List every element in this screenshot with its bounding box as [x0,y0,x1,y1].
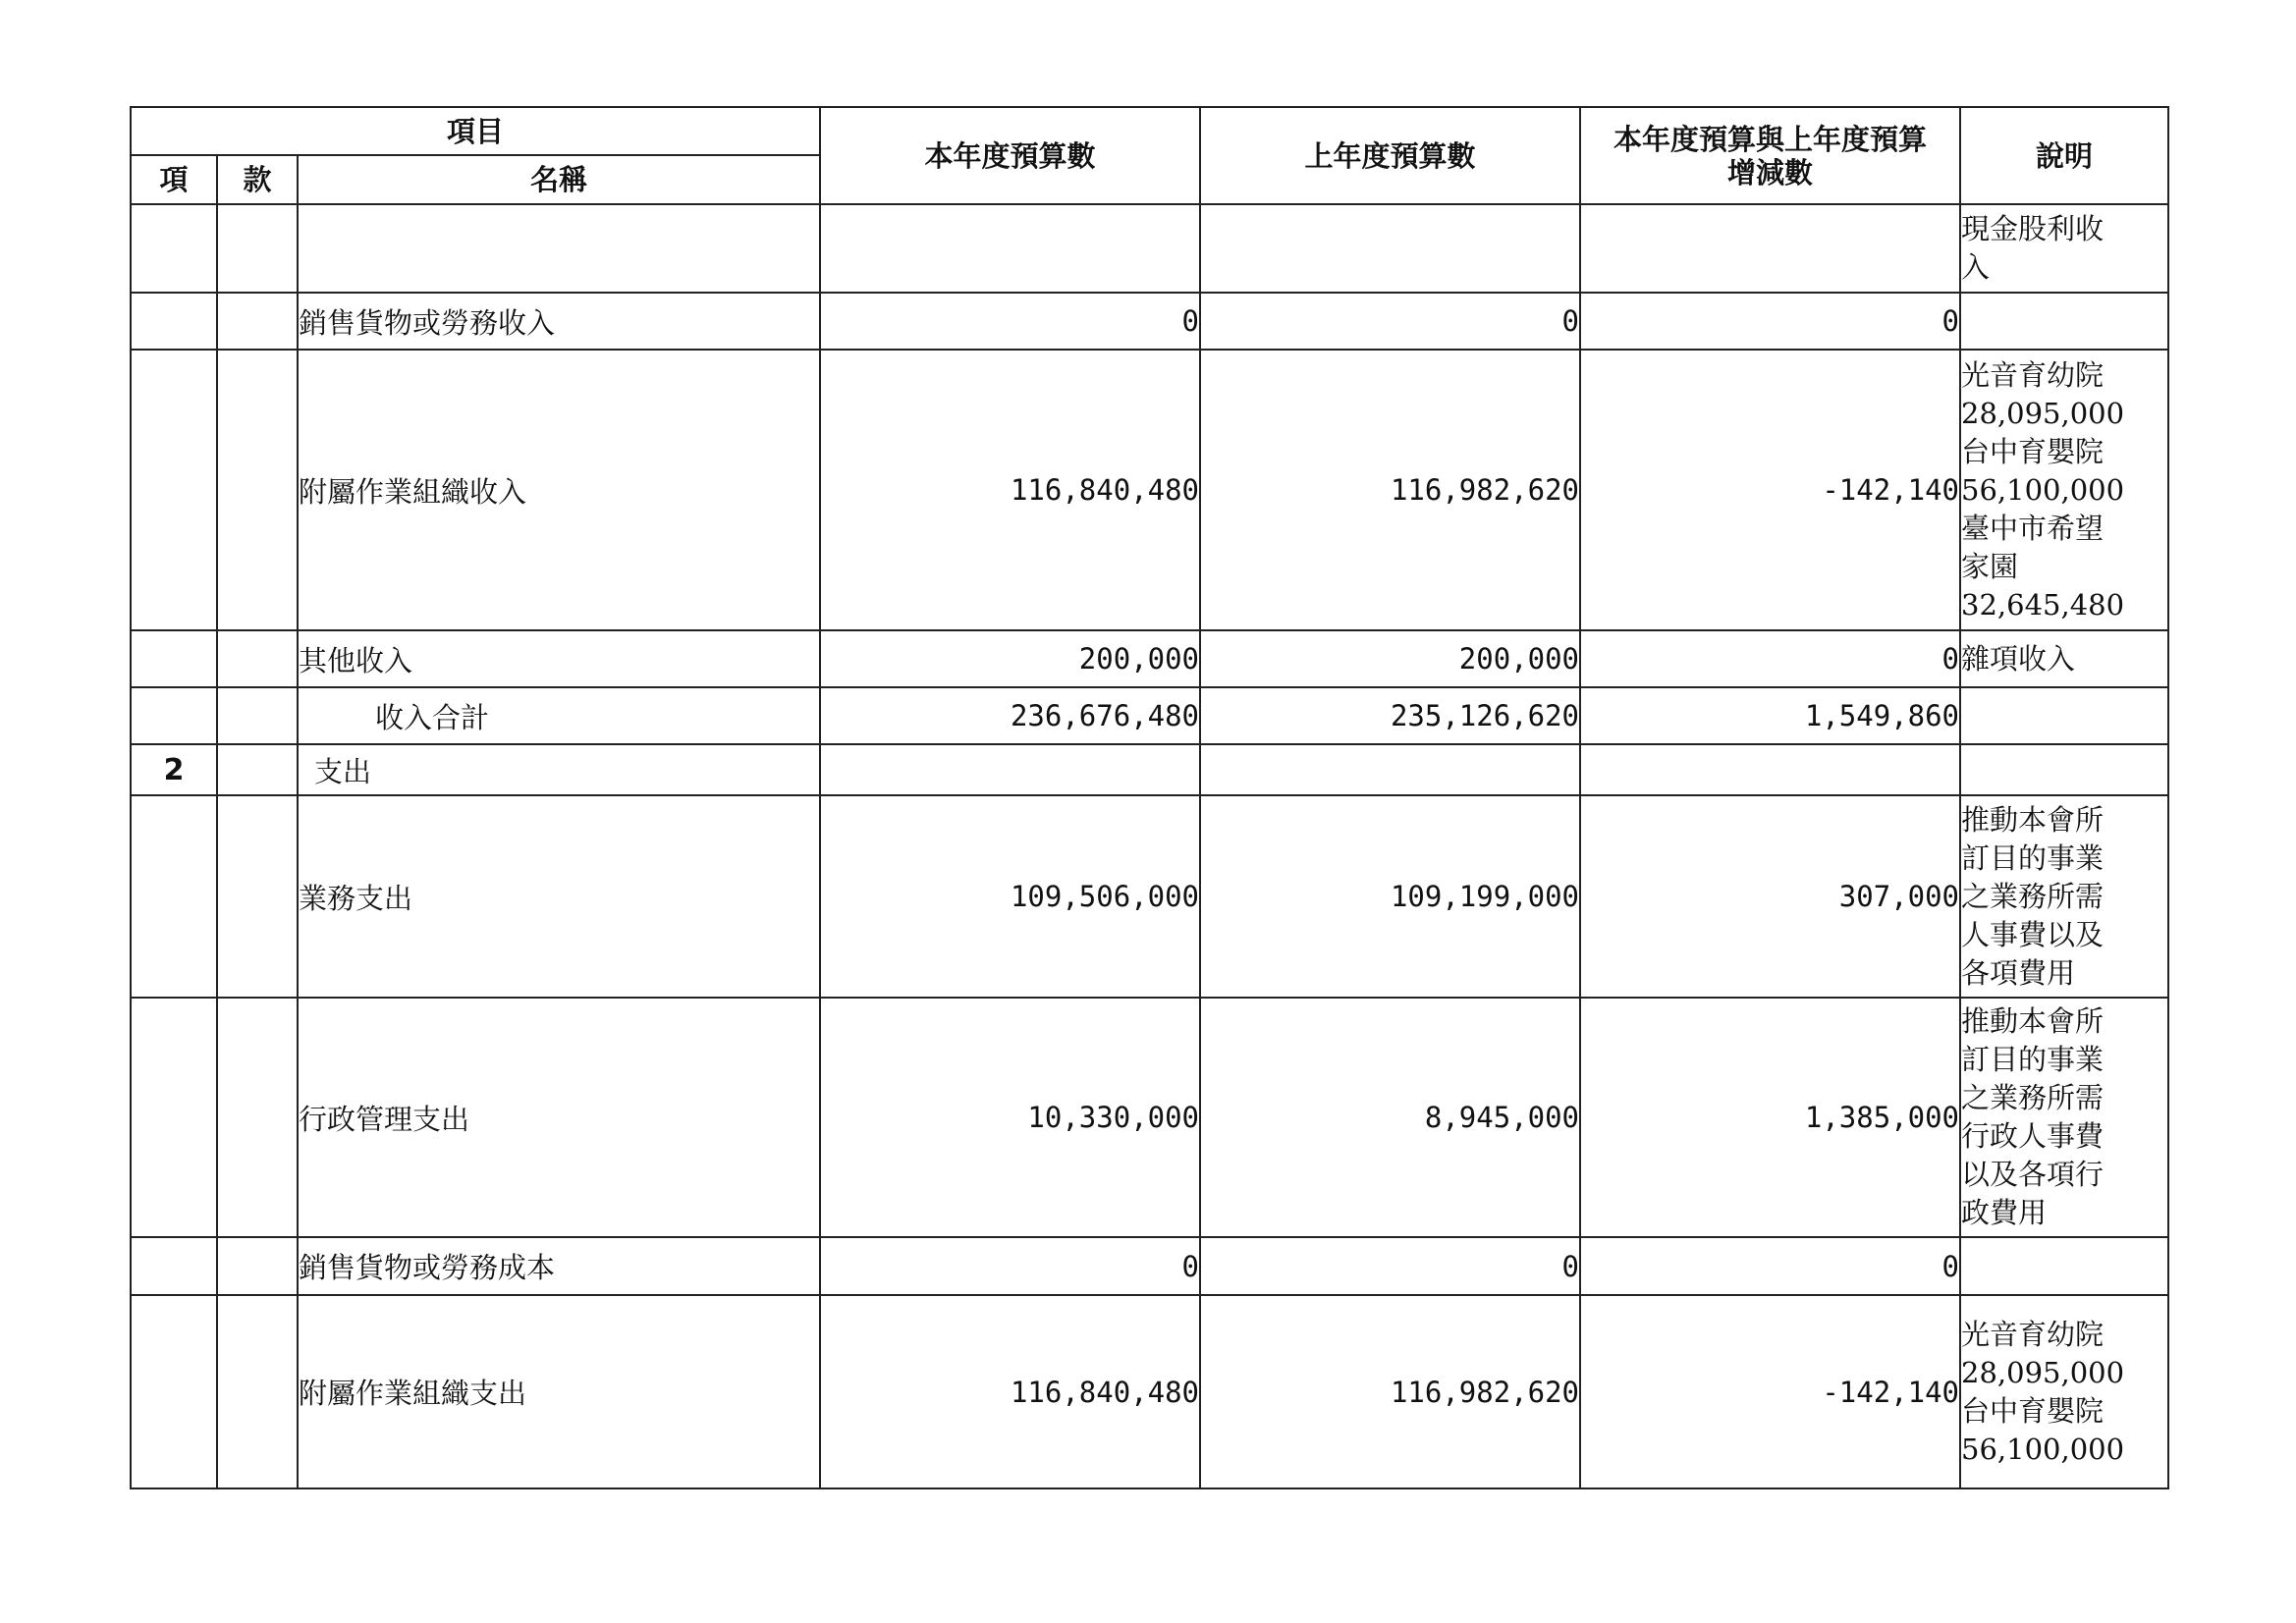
row-note [1960,795,2168,998]
note-line: 訂目的事業 [1961,840,2105,875]
row-previous-budget [1200,204,1580,293]
note-line: 台中育嬰院 [1961,1393,2105,1428]
row-previous-budget: 116,982,620 [1200,350,1580,630]
row-previous-budget [1200,744,1580,795]
row-current-budget: 10,330,000 [820,998,1200,1237]
note-line: 行政人事費 [1961,1119,2105,1153]
note-line: 以及各項行 [1961,1158,2105,1191]
row-note [1960,293,2168,350]
row-current-budget: 116,840,480 [820,1295,1200,1488]
row-xiang [131,998,217,1237]
row-xiang [131,1237,217,1295]
table-row [131,744,2168,795]
row-kuan [217,1295,298,1488]
row-current-budget: 116,840,480 [820,350,1200,630]
row-xiang [131,350,217,630]
row-kuan [217,293,298,350]
table-row [131,293,2168,350]
row-kuan [217,998,298,1237]
row-xiang [131,795,217,998]
note-line: 光音育幼院 [1961,357,2105,392]
row-kuan [217,630,298,687]
note-line: 56,100,000 [1961,1432,2125,1466]
note-line: 臺中市希望 [1961,511,2105,545]
header-item: 項目 [131,107,820,155]
note-line: 人事費以及 [1961,917,2105,951]
row-previous-budget: 109,199,000 [1200,795,1580,998]
row-kuan [217,744,298,795]
row-budget-difference [1580,744,1960,795]
note-line: 入 [1961,250,1991,284]
header-kuan: 款 [217,155,298,204]
table-row [131,687,2168,744]
row-name [298,204,820,293]
row-previous-budget: 116,982,620 [1200,1295,1580,1488]
header-name: 名稱 [298,155,820,204]
row-name: 業務支出 [298,795,820,998]
row-note [1960,630,2168,687]
note-line: 32,645,480 [1961,587,2125,622]
row-kuan [217,1237,298,1295]
row-previous-budget: 0 [1200,293,1580,350]
row-note [1960,744,2168,795]
row-xiang: 2 [131,744,217,795]
table-row [131,998,2168,1237]
row-note [1960,998,2168,1237]
row-budget-difference: -142,140 [1580,1295,1960,1488]
row-budget-difference: 307,000 [1580,795,1960,998]
row-kuan [217,687,298,744]
row-budget-difference [1580,204,1960,293]
row-current-budget [820,204,1200,293]
row-note [1960,204,2168,293]
row-kuan [217,204,298,293]
table-row [131,1237,2168,1295]
row-note [1960,350,2168,630]
row-budget-difference: 1,549,860 [1580,687,1960,744]
row-budget-difference: 1,385,000 [1580,998,1960,1237]
row-current-budget: 109,506,000 [820,795,1200,998]
row-name: 附屬作業組織收入 [298,350,820,630]
note-line: 28,095,000 [1961,396,2125,430]
row-name: 銷售貨物或勞務成本 [298,1237,820,1295]
note-line: 56,100,000 [1961,472,2125,507]
row-name: 收入合計 [298,687,820,744]
header-xiang: 項 [131,155,217,204]
table-row [131,204,2168,293]
note-line: 訂目的事業 [1961,1043,2105,1076]
note-line: 現金股利收 [1961,212,2105,245]
note-line: 各項費用 [1961,955,2076,990]
row-xiang [131,204,217,293]
row-budget-difference: 0 [1580,630,1960,687]
row-name: 附屬作業組織支出 [298,1295,820,1488]
table-row [131,350,2168,630]
row-xiang [131,630,217,687]
row-kuan [217,350,298,630]
table-row [131,795,2168,998]
note-line: 政費用 [1961,1196,2048,1229]
row-previous-budget: 235,126,620 [1200,687,1580,744]
row-kuan [217,795,298,998]
table-row [131,1295,2168,1488]
row-current-budget: 0 [820,293,1200,350]
row-xiang [131,687,217,744]
row-note [1960,1295,2168,1488]
row-xiang [131,293,217,350]
note-line: 雜項收入 [1961,641,2076,676]
row-xiang [131,1295,217,1488]
header-current-budget: 本年度預算數 [820,107,1200,204]
row-current-budget [820,744,1200,795]
table-row [131,630,2168,687]
row-budget-difference: 0 [1580,293,1960,350]
note-line: 台中育嬰院 [1961,434,2105,468]
row-current-budget: 200,000 [820,630,1200,687]
row-current-budget: 0 [820,1237,1200,1295]
row-previous-budget: 8,945,000 [1200,998,1580,1237]
row-note [1960,1237,2168,1295]
row-previous-budget: 0 [1200,1237,1580,1295]
row-name: 銷售貨物或勞務收入 [298,293,820,350]
note-line: 之業務所需 [1961,879,2105,913]
note-line: 28,095,000 [1961,1355,2125,1389]
budget-table [130,106,2169,1489]
row-budget-difference: 0 [1580,1237,1960,1295]
row-budget-difference: -142,140 [1580,350,1960,630]
row-current-budget: 236,676,480 [820,687,1200,744]
header-note: 說明 [1960,107,2168,204]
header-previous-budget: 上年度預算數 [1200,107,1580,204]
note-line: 光音育幼院 [1961,1317,2105,1351]
row-name: 其他收入 [298,630,820,687]
row-name: 行政管理支出 [298,998,820,1237]
row-previous-budget: 200,000 [1200,630,1580,687]
note-line: 推動本會所 [1961,802,2105,837]
note-line: 推動本會所 [1961,1004,2105,1038]
row-name: 支出 [298,744,820,795]
note-line: 之業務所需 [1961,1081,2105,1114]
note-line: 家園 [1961,549,2019,583]
row-note [1960,687,2168,744]
header-budget-difference: 本年度預算與上年度預算增減數 [1580,107,1960,204]
